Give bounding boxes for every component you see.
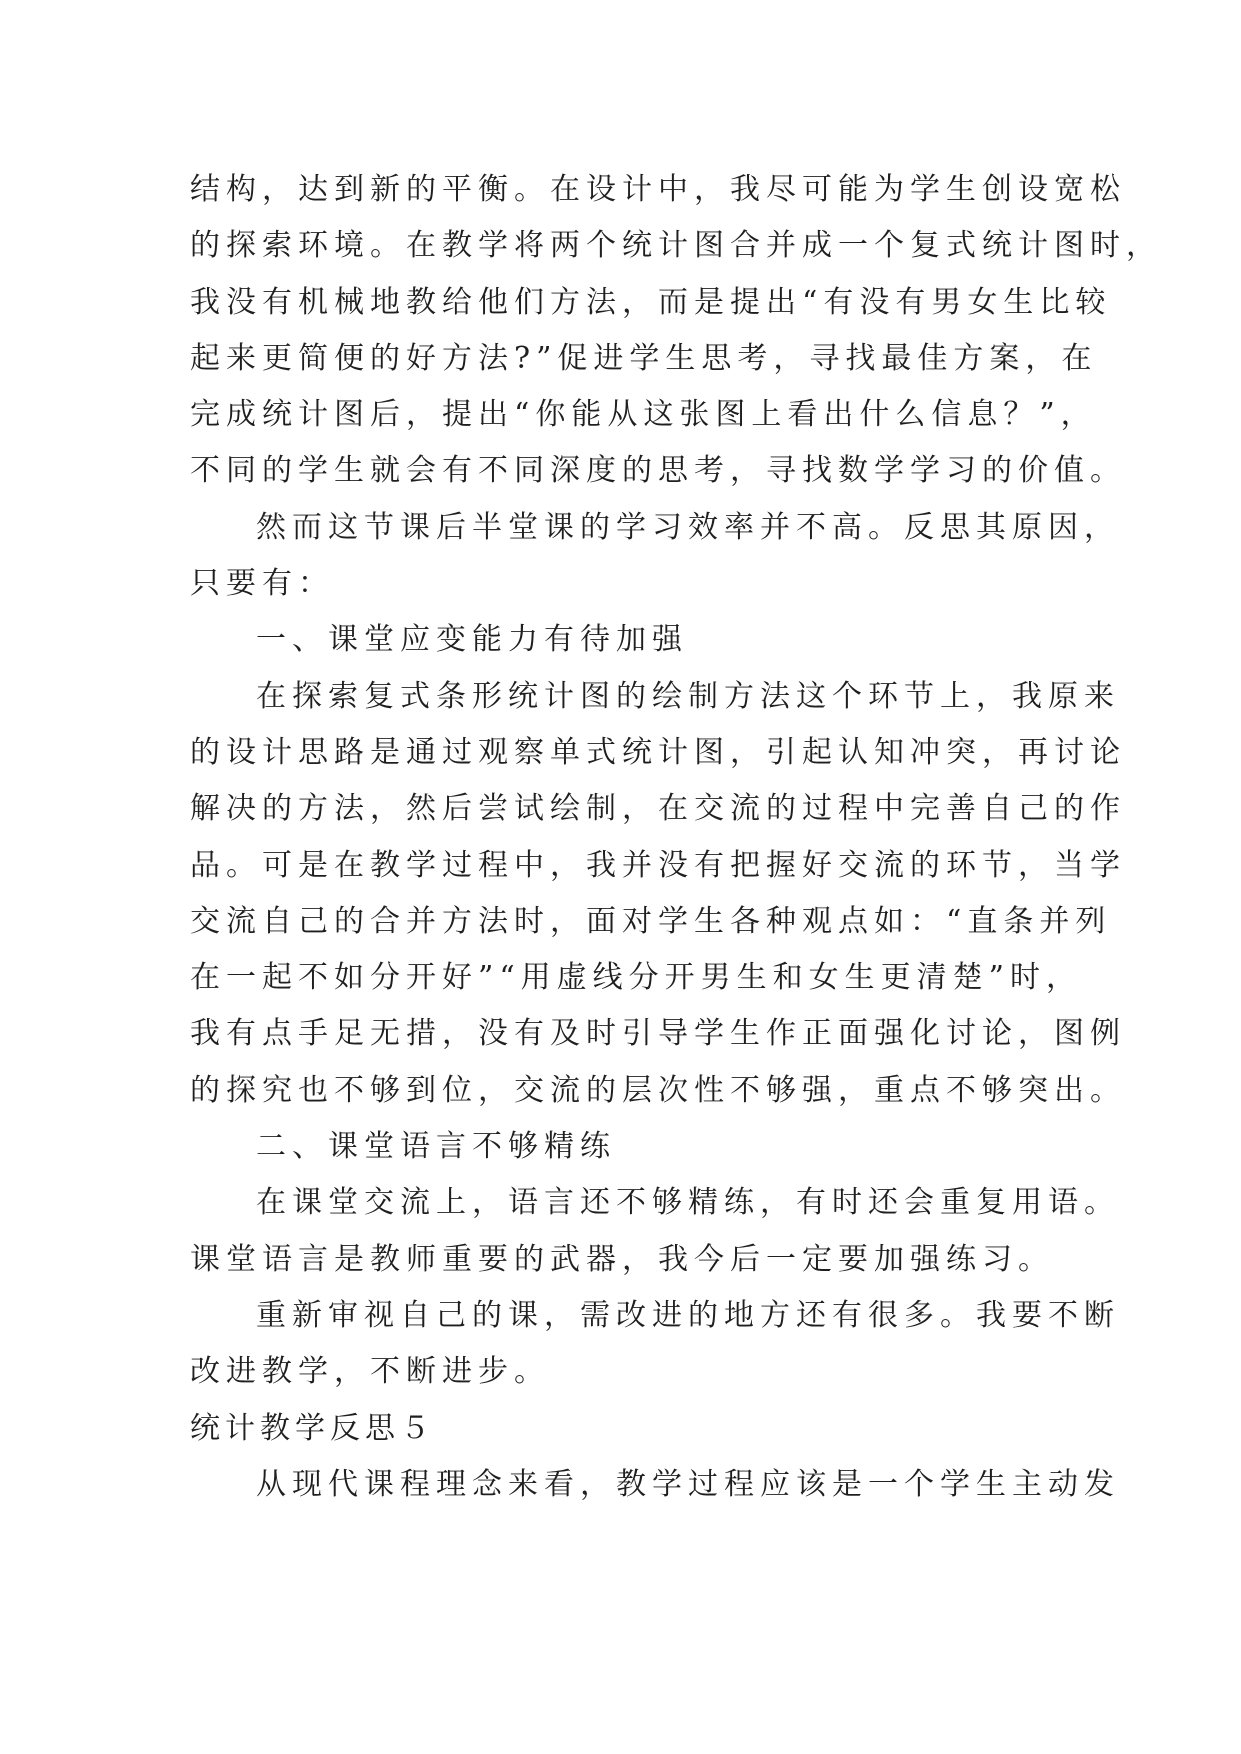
text-line: 完成统计图后，提出“你能从这张图上看出什么信息？”， [190,397,1097,433]
paragraph-first-line: 从现代课程理念来看，教学过程应该是一个学生主动发 [256,1466,1120,1502]
text-line: 改进教学，不断进步。 [190,1354,550,1390]
text-line: 不同的学生就会有不同深度的思考，寻找数学学习的价值。 [190,453,1126,489]
text-line: 的设计思路是通过观察单式统计图，引起认知冲突，再讨论 [190,734,1126,770]
text-line: 的探索环境。在教学将两个统计图合并成一个复式统计图时， [190,228,1162,264]
text-line: 我没有机械地教给他们方法，而是提出“有没有男女生比较 [190,284,1112,320]
text-line: 结构，达到新的平衡。在设计中，我尽可能为学生创设宽松 [190,172,1126,207]
text-line: 起来更简便的好方法?”促进学生思考，寻找最佳方案，在 [190,340,1098,376]
paragraph-first-line: 然而这节课后半堂课的学习效率并不高。反思其原因， [256,509,1120,545]
document-body [190,162,1162,1513]
text-line: 只要有： [190,566,334,602]
text-line: 我有点手足无措，没有及时引导学生作正面强化讨论，图例 [190,1016,1126,1052]
text-line: 交流自己的合并方法时，面对学生各种观点如：“直条并列 [190,903,1112,939]
section-heading: 一、课堂应变能力有待加强 [256,622,688,658]
paragraph-first-line: 在课堂交流上，语言还不够精练，有时还会重复用语。 [256,1185,1120,1221]
document-title: 统计教学反思５ [190,1410,435,1446]
text-line: 品。可是在教学过程中，我并没有把握好交流的环节，当学 [190,847,1126,883]
section-heading: 二、课堂语言不够精练 [256,1129,616,1165]
paragraph-first-line: 重新审视自己的课，需改进的地方还有很多。我要不断 [256,1297,1120,1333]
text-line: 的探究也不够到位，交流的层次性不够强，重点不够突出。 [190,1072,1126,1108]
paragraph-first-line: 在探索复式条形统计图的绘制方法这个环节上，我原来 [256,678,1120,714]
text-line: 在一起不如分开好”“用虚线分开男生和女生更清楚”时， [190,960,1083,996]
text-line: 解决的方法，然后尝试绘制，在交流的过程中完善自己的作 [190,791,1126,827]
text-line: 课堂语言是教师重要的武器，我今后一定要加强练习。 [190,1241,1054,1277]
